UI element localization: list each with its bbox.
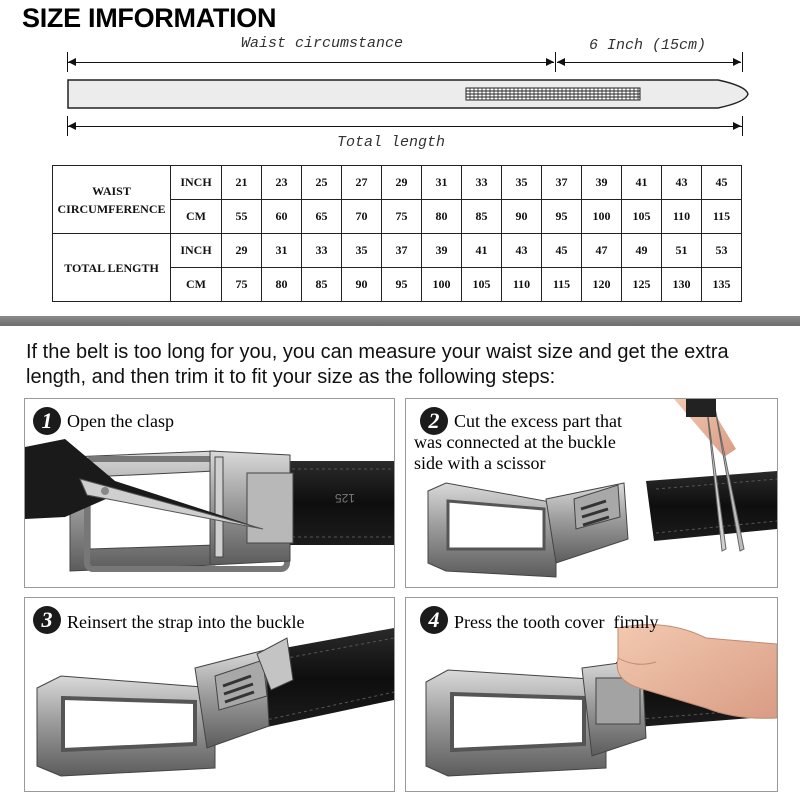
waist-circumstance-label: Waist circumstance — [241, 35, 404, 52]
table-cell: 37 — [382, 234, 422, 268]
step-2-text: Cut the excess part that was connected at the buckle side with a scissor — [414, 411, 622, 473]
table-cell: 29 — [222, 234, 262, 268]
step-3-text: Reinsert the strap into the buckle — [67, 612, 305, 632]
table-cell: 45 — [702, 166, 742, 200]
instructions-text: If the belt is too long for you, you can measure your waist size and get the extra length, and then trim it to fit your size as the following steps: — [26, 341, 729, 388]
table-cell: 27 — [342, 166, 382, 200]
section-divider — [0, 316, 800, 326]
table-cell: 39 — [582, 166, 622, 200]
page-title: SIZE IMFORMATION — [22, 3, 277, 33]
table-cell: 55 — [222, 200, 262, 234]
table-cell: 75 — [222, 268, 262, 302]
table-cell: 80 — [422, 200, 462, 234]
table-cell: 90 — [342, 268, 382, 302]
table-cell: 115 — [702, 200, 742, 234]
table-cell: 31 — [262, 234, 302, 268]
unit-label: INCH — [171, 166, 222, 200]
arrow-right-icon — [733, 58, 741, 66]
total-length-label: Total length — [337, 134, 446, 151]
unit-label: CM — [171, 268, 222, 302]
unit-label: INCH — [171, 234, 222, 268]
table-cell: 33 — [462, 166, 502, 200]
step-1-panel — [24, 398, 395, 588]
table-cell: 75 — [382, 200, 422, 234]
table-cell: 49 — [622, 234, 662, 268]
table-cell: 110 — [502, 268, 542, 302]
waist-dimension-line — [68, 62, 554, 63]
table-cell: 47 — [582, 234, 622, 268]
arrow-left-icon — [68, 122, 76, 130]
size-table — [52, 165, 742, 302]
total-dimension-line — [68, 126, 742, 127]
unit-label: CM — [171, 200, 222, 234]
table-row — [53, 166, 742, 200]
table-cell: 105 — [622, 200, 662, 234]
step-2-number: 2 — [420, 407, 448, 435]
belt-strap-illustration — [66, 78, 750, 110]
table-cell: 85 — [462, 200, 502, 234]
table-cell: 110 — [662, 200, 702, 234]
tail-length-label: 6 Inch (15cm) — [589, 37, 707, 54]
step-2-panel — [405, 398, 778, 588]
arrow-left-icon — [68, 58, 76, 66]
table-cell: 135 — [702, 268, 742, 302]
table-cell: 53 — [702, 234, 742, 268]
table-cell: 43 — [502, 234, 542, 268]
table-cell: 125 — [622, 268, 662, 302]
table-cell: 60 — [262, 200, 302, 234]
arrow-left-icon — [557, 58, 565, 66]
table-cell: 100 — [422, 268, 462, 302]
table-cell: 51 — [662, 234, 702, 268]
step-1-number: 1 — [33, 407, 61, 435]
step-3-number: 3 — [33, 606, 61, 634]
table-cell: 43 — [662, 166, 702, 200]
table-cell: 31 — [422, 166, 462, 200]
table-row — [53, 234, 742, 268]
waist-circumference-header: WAIST CIRCUMFERENCE — [53, 166, 171, 234]
arrow-right-icon — [733, 122, 741, 130]
table-cell: 41 — [622, 166, 662, 200]
table-cell: 95 — [542, 200, 582, 234]
table-cell: 45 — [542, 234, 582, 268]
belt-diagram — [0, 30, 800, 160]
table-cell: 115 — [542, 268, 582, 302]
table-cell: 130 — [662, 268, 702, 302]
table-cell: 80 — [262, 268, 302, 302]
table-cell: 25 — [302, 166, 342, 200]
table-cell: 95 — [382, 268, 422, 302]
table-cell: 33 — [302, 234, 342, 268]
table-cell: 70 — [342, 200, 382, 234]
dimension-tick — [555, 52, 556, 72]
step-4-panel — [405, 597, 778, 792]
dimension-tick — [742, 116, 743, 136]
table-cell: 29 — [382, 166, 422, 200]
table-cell: 37 — [542, 166, 582, 200]
step-3-panel — [24, 597, 395, 792]
table-cell: 23 — [262, 166, 302, 200]
table-cell: 90 — [502, 200, 542, 234]
table-cell: 65 — [302, 200, 342, 234]
table-cell: 21 — [222, 166, 262, 200]
table-cell: 85 — [302, 268, 342, 302]
strap-imprint: 125 — [334, 491, 355, 505]
table-cell: 39 — [422, 234, 462, 268]
tail-dimension-line — [557, 62, 741, 63]
table-cell: 35 — [342, 234, 382, 268]
table-cell: 105 — [462, 268, 502, 302]
step-4-text: Press the tooth cover firmly — [454, 612, 659, 632]
step-1-text: Open the clasp — [67, 411, 174, 431]
dimension-tick — [742, 52, 743, 72]
table-cell: 35 — [502, 166, 542, 200]
step-4-number: 4 — [420, 606, 448, 634]
table-cell: 100 — [582, 200, 622, 234]
table-cell: 120 — [582, 268, 622, 302]
arrow-right-icon — [546, 58, 554, 66]
table-cell: 41 — [462, 234, 502, 268]
total-length-header: TOTAL LENGTH — [53, 234, 171, 302]
